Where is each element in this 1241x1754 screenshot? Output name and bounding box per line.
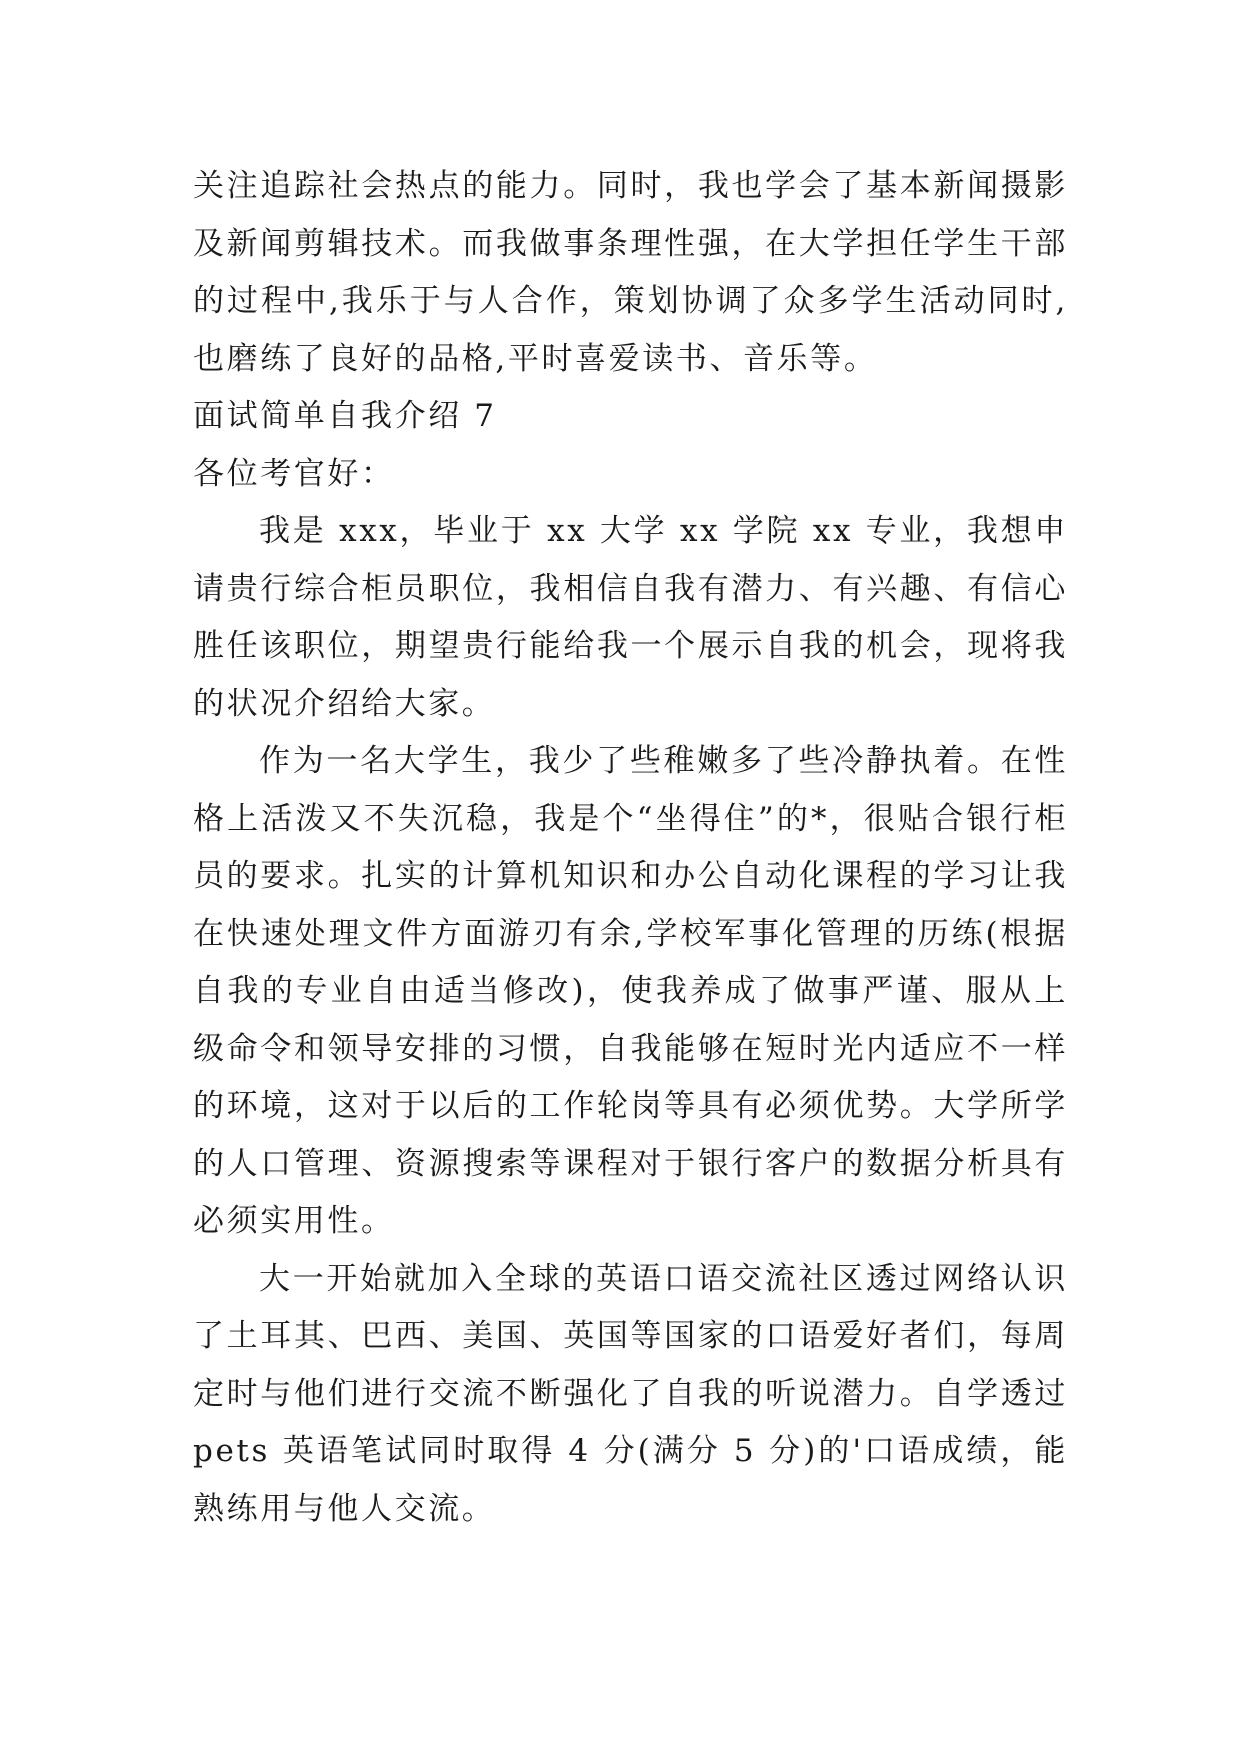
paragraph-personality: 作为一名大学生，我少了些稚嫩多了些冷静执着。在性格上活泼又不失沉稳，我是个“坐得住”的*，很贴合银行柜员的要求。扎实的计算机知识和办公自动化课程的学习让我在快速处理文件方面游刃有余,学校军事化管理的历练(根据自我的专业自由适当修改)，使我养成了做事严谨、服从上级命令和领导安排的习惯，自我能够在短时光内适应不一样的环境，这对于以后的工作轮岗等具有必须优势。大学所学的人口管理、资源搜索等课程对于银行客户的数据分析具有必须实用性。 (193, 743, 1068, 1239)
greeting: 各位考官好： (193, 455, 395, 492)
paragraph-english: 大一开始就加入全球的英语口语交流社区透过网络认识了土耳其、巴西、美国、英国等国家的口语爱好者们，每周定时与他们进行交流不断强化了自我的听说潜力。自学透过 pets 英语笔试同时取得 4 分(满分 5 分)的'口语成绩，能熟练用与他人交流。 (193, 1260, 1068, 1527)
document-body (193, 158, 1068, 1538)
section-title: 面试简单自我介绍 7 (193, 398, 497, 434)
continuation-paragraph: 关注追踪社会热点的能力。同时，我也学会了基本新闻摄影及新闻剪辑技术。而我做事条理性强，在大学担任学生干部的过程中,我乐于与人合作，策划协调了众多学生活动同时,也磨练了良好的品格,平时喜爱读书、音乐等。 (193, 168, 1068, 377)
paragraph-intro: 我是 xxx，毕业于 xx 大学 xx 学院 xx 专业，我想申请贵行综合柜员职位，我相信自我有潜力、有兴趣、有信心胜任该职位，期望贵行能给我一个展示自我的机会，现将我的状况介绍给大家。 (193, 513, 1068, 722)
